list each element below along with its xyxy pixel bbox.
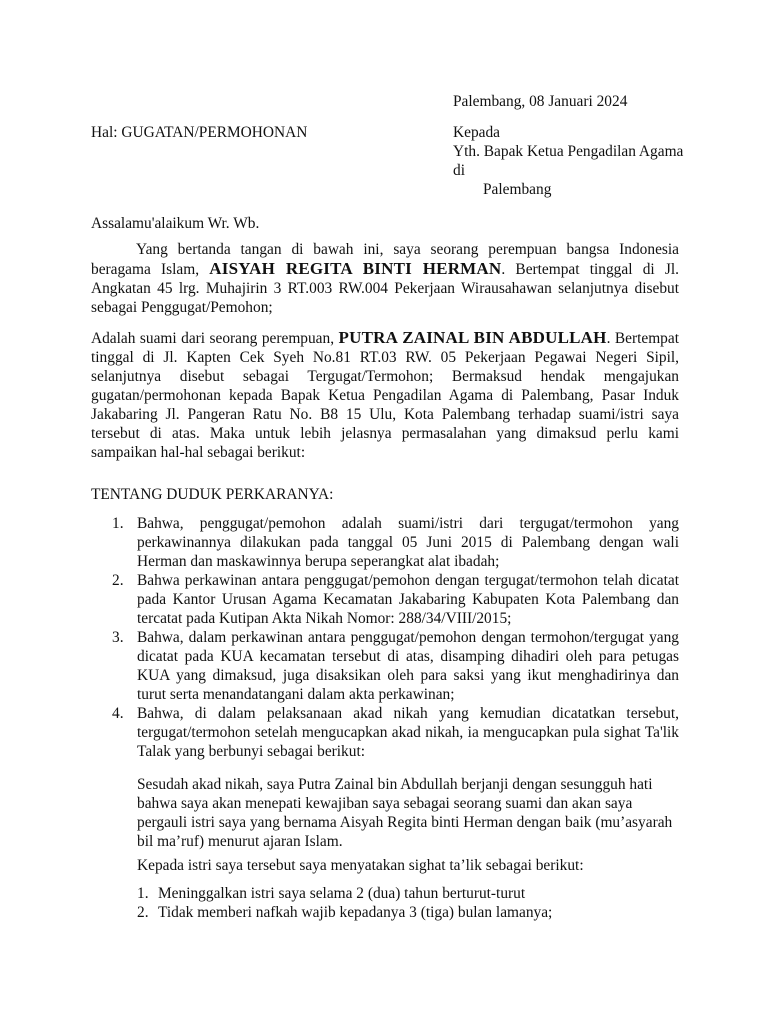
list-item-text: Bahwa, penggugat/pemohon adalah suami/istri dari tergugat/termohon yang perkawinannya dilakukan pada tanggal 05 Juni 2015 di Palembang dengan wali Herman dan maskawinnya berupa seperangkat alat ibadah; <box>137 515 679 570</box>
place-date: Palembang, 08 Januari 2024 <box>453 93 628 110</box>
recipient-title: Yth. Bapak Ketua Pengadilan Agama <box>453 143 684 160</box>
case-points-list <box>112 514 679 761</box>
list-item <box>137 903 683 922</box>
paragraph-penggugat-rest: . Bertempat tinggal di Jl. Angkatan 45 lrg. Muhajirin 3 RT.003 RW.004 Pekerjaan Wirausahawan selanjutnya disebut sebagai Penggugat/Pemohon; <box>91 261 679 316</box>
paragraph-penggugat <box>91 240 679 317</box>
paragraph-tergugat <box>91 328 679 462</box>
greeting: Assalamu'alaikum Wr. Wb. <box>91 215 260 232</box>
list-item <box>137 884 683 903</box>
recipient-kepada: Kepada <box>453 124 500 141</box>
recipient-block <box>453 123 683 199</box>
paragraph-tergugat-lead: Adalah suami dari seorang perempuan, <box>91 330 339 347</box>
taklik-conditions-list <box>137 884 683 922</box>
list-item-text: Bahwa, dalam perkawinan antara penggugat/pemohon dengan termohon/tergugat yang dicatat pada KUA kecamatan tersebut di atas, disamping dihadiri oleh para petugas KUA yang dimaksud, juga disaksikan oleh para saksi yang ikut menghadirinya dan turut serta menandatangani dalam akta perkawinan; <box>137 629 679 703</box>
taklik-intro: Kepada istri saya tersebut saya menyatakan sighat ta’lik sebagai berikut: <box>137 857 584 874</box>
tergugat-name: PUTRA ZAINAL BIN ABDULLAH <box>338 328 607 347</box>
list-item-number: 1. <box>137 885 149 902</box>
section-title: TENTANG DUDUK PERKARANYA: <box>91 486 334 503</box>
list-item <box>112 571 679 628</box>
list-item-number: 1. <box>112 515 124 532</box>
paragraph-penggugat-lead: Yang bertanda tangan di bawah ini, saya seorang perempuan bangsa Indonesia beragama Islam, <box>91 241 679 278</box>
list-item-text: Bahwa, di dalam pelaksanaan akad nikah yang kemudian dicatatkan tersebut, tergugat/termohon setelah mengucapkan akad nikah, ia mengucapkan pula sighat Ta'lik Talak yang berbunyi sebagai berikut: <box>137 705 679 760</box>
list-item-number: 2. <box>112 572 124 589</box>
recipient-di: di <box>453 162 465 179</box>
recipient-city: Palembang <box>483 181 552 198</box>
list-item-text: Tidak memberi nafkah wajib kepadanya 3 (tiga) bulan lamanya; <box>158 904 553 921</box>
list-item <box>112 704 679 761</box>
list-item-number: 4. <box>112 705 124 722</box>
list-item <box>112 514 679 571</box>
paragraph-tergugat-rest: . Bertempat tinggal di Jl. Kapten Cek Syeh No.81 RT.03 RW. 05 Pekerjaan Pegawai Negeri Sipil, selanjutnya disebut sebagai Tergugat/Termohon; Bermaksud hendak mengajukan gugatan/permohonan kepada Bapak Ketua Pengadilan Agama di Palembang, Pasar Induk Jakabaring Jl. Pangeran Ratu No. B8 15 Ulu, Kota Palembang terhadap suami/istri saya tersebut di atas. Maka untuk lebih jelasnya permasalahan yang dimaksud perlu kami sampaikan hal-hal sebagai berikut: <box>91 330 679 461</box>
subject-line: Hal: GUGATAN/PERMOHONAN <box>91 124 308 141</box>
penggugat-name: AISYAH REGITA BINTI HERMAN <box>209 259 502 278</box>
list-item-text: Bahwa perkawinan antara penggugat/pemohon dengan tergugat/termohon telah dicatat pada Kantor Urusan Agama Kecamatan Jakabaring Kabupaten Kota Palembang dan tercatat pada Kutipan Akta Nikah Nomor: 288/34/VIII/2015; <box>137 572 679 627</box>
list-item-text: Meninggalkan istri saya selama 2 (dua) tahun berturut-turut <box>158 885 526 902</box>
list-item-number: 2. <box>137 904 149 921</box>
list-item <box>112 628 679 704</box>
list-item-number: 3. <box>112 629 124 646</box>
taklik-statement: Sesudah akad nikah, saya Putra Zainal bin Abdullah berjanji dengan sesungguh hati bahwa saya akan menepati kewajiban saya sebagai seorang suami dan akan saya pergauli istri saya yang bernama Aisyah Regita binti Herman dengan baik (mu’asyarah bil ma’ruf) menurut ajaran Islam. <box>137 776 673 850</box>
